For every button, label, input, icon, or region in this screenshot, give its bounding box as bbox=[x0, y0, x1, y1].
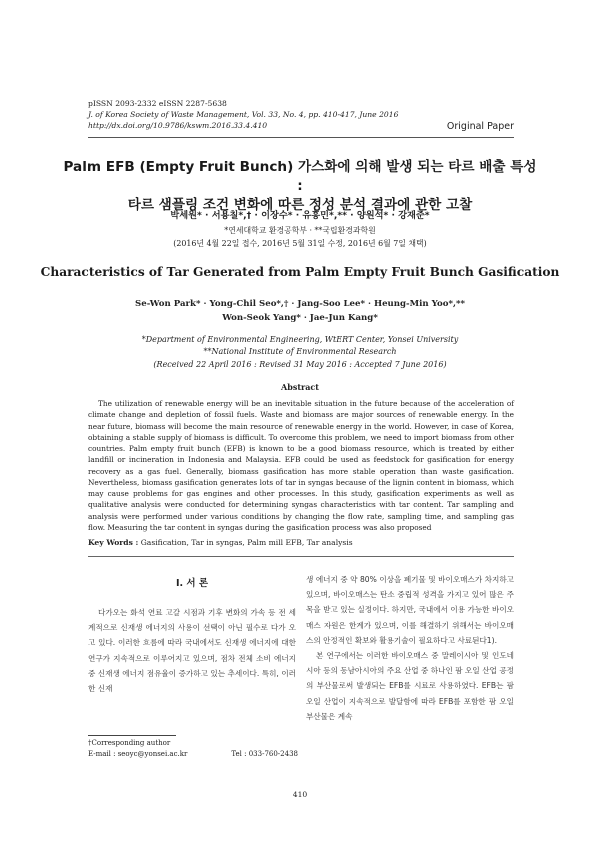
intro-right-paragraph-1: 생 에너지 중 약 80% 이상을 폐기물 및 바이오매스가 차지하고 있으며, 바이오매스는 탄소 중립적 성격을 가지고 있어 많은 주목을 받고 있는 실정이다. 하지만, 국내에서 이용 가능한 바이오매스 자원은 한계가 있으며, 이를 해결하기 위해서는 바이오매스의 안정적인 확보와 활용기술이 필요하다고 사료된다1). bbox=[306, 575, 514, 645]
keywords-label: Key Words : bbox=[88, 538, 139, 547]
english-title: Characteristics of Tar Generated from Palm Empty Fruit Bunch Gasification bbox=[40, 265, 560, 279]
journal-meta bbox=[88, 98, 398, 132]
footnote-divider bbox=[88, 735, 176, 736]
intro-left-paragraph: 다가오는 화석 연료 고갈 시점과 기후 변화의 가속 등 전 세계적으로 신재생 에너지의 사용이 선택이 아닌 필수로 다가 오고 있다. 이러한 흐름에 따라 국내에서도 신재생 에너지에 대한 연구가 지속적으로 이루어지고 있으며, 점차 전체 소비 에너지 중 신재생 에너지 점유율이 증가하고 있는 추세이다. 특히, 이러한 신재 bbox=[88, 608, 296, 694]
author-email[interactable]: E-mail : seoyc@yonsei.ac.kr bbox=[88, 749, 188, 758]
english-affiliation-line-1: *Department of Environmental Engineering, WtERT Center, Yonsei University bbox=[141, 335, 459, 344]
abstract-divider bbox=[88, 556, 514, 557]
issn-line: pISSN 2093-2332 eISSN 2287-5638 bbox=[88, 99, 227, 108]
contact-row bbox=[88, 749, 298, 760]
keywords-list: Gasification, Tar in syngas, Palm mill EFB, Tar analysis bbox=[138, 538, 353, 547]
section-heading: I. 서 론 bbox=[175, 578, 209, 589]
intro-right-column bbox=[306, 572, 514, 724]
korean-dates: (2016년 4월 22일 접수, 2016년 5월 31일 수정, 2016년 6월 7일 채택) bbox=[173, 239, 427, 248]
abstract-heading: Abstract bbox=[281, 382, 319, 392]
korean-title-line-1: Palm EFB (Empty Fruit Bunch) 가스화에 의해 발생 되는 타르 배출 특성 : bbox=[63, 159, 537, 194]
doi-link[interactable]: http://dx.doi.org/10.9786/kswm.2016.33.4.410 bbox=[88, 121, 268, 131]
article-type-label: Original Paper bbox=[446, 121, 514, 132]
page-number: 410 bbox=[292, 790, 308, 799]
footnote bbox=[88, 738, 298, 759]
korean-authors: 박세원* · 서용칠*,† · 이장수* · 유흥민*,** · 양원석* · 강재준* bbox=[170, 210, 430, 221]
journal-citation: J. of Korea Society of Waste Management, Vol. 33, No. 4, pp. 410-417, June 2016 bbox=[88, 110, 399, 120]
english-authors-line-1: Se-Won Park* · Yong-Chil Seo*,† · Jang-Soo Lee* · Heung-Min Yoo*,** bbox=[135, 299, 465, 309]
english-dates: (Received 22 April 2016 : Revised 31 May 2016 : Accepted 7 June 2016) bbox=[153, 360, 447, 369]
corresponding-author-label: †Corresponding author bbox=[88, 739, 171, 747]
header-divider bbox=[88, 137, 514, 138]
keywords bbox=[88, 538, 353, 547]
korean-title-line-2: 타르 샘플링 조건 변화에 따른 정성 분석 결과에 관한 고찰 bbox=[127, 197, 473, 213]
abstract-text: The utilization of renewable energy will be an inevitable situation in the future because of the acceleration of climate change and depletion of fossil fuels. Waste and biomass are major sources of renewable energy. In the near future, biomass will become the main resource of renewable energy in the world. However, in case of Korea, obtaining a stable supply of biomass is difficult. To overcome this problem, we need to import biomass from other countries. Palm empty fruit bunch (EFB) is known to be a good biomass resource, which is treated by either landfill or incineration in Indonesia and Malaysia. EFB could be used as feedstock for gasification for energy recovery as a gas fuel. Generally, biomass gasification has more stable operation than waste gasification. Nevertheless, biomass gasification generates lots of tar in syngas because of the lignin content in biomass, which may cause problems for gas engines and other processes. In this study, gasification experiments as well as qualitative analysis were conducted for determining syngas characteristics with tar content. Tar sampling and analysis were performed under various conditions by changing the flow rate, sampling time, and sampling gas flow. Measuring the tar content in syngas during the gasification process was also proposed bbox=[88, 399, 514, 532]
english-affiliation-line-2: **National Institute of Environmental Research bbox=[203, 346, 397, 356]
english-authors-line-2: Won-Seok Yang* · Jae-Jun Kang* bbox=[222, 313, 378, 323]
author-phone: Tel : 033-760-2438 bbox=[231, 749, 298, 758]
english-affiliation bbox=[60, 334, 540, 357]
intro-right-paragraph-2: 본 연구에서는 이러한 바이오매스 중 말레이시아 및 인도네시아 등의 동남아시아의 주요 산업 중 하나인 팜 오일 산업 공정의 부산물로써 발생되는 EFB를 시료로 사용하였다. EFB는 팜 오일 산업이 지속적으로 발달함에 따라 EFB를 포함한 팜 오일 부산물은 계속 bbox=[306, 651, 514, 721]
english-authors bbox=[60, 297, 540, 325]
korean-affiliation: *연세대학교 환경공학부 · **국립환경과학원 bbox=[224, 226, 376, 235]
